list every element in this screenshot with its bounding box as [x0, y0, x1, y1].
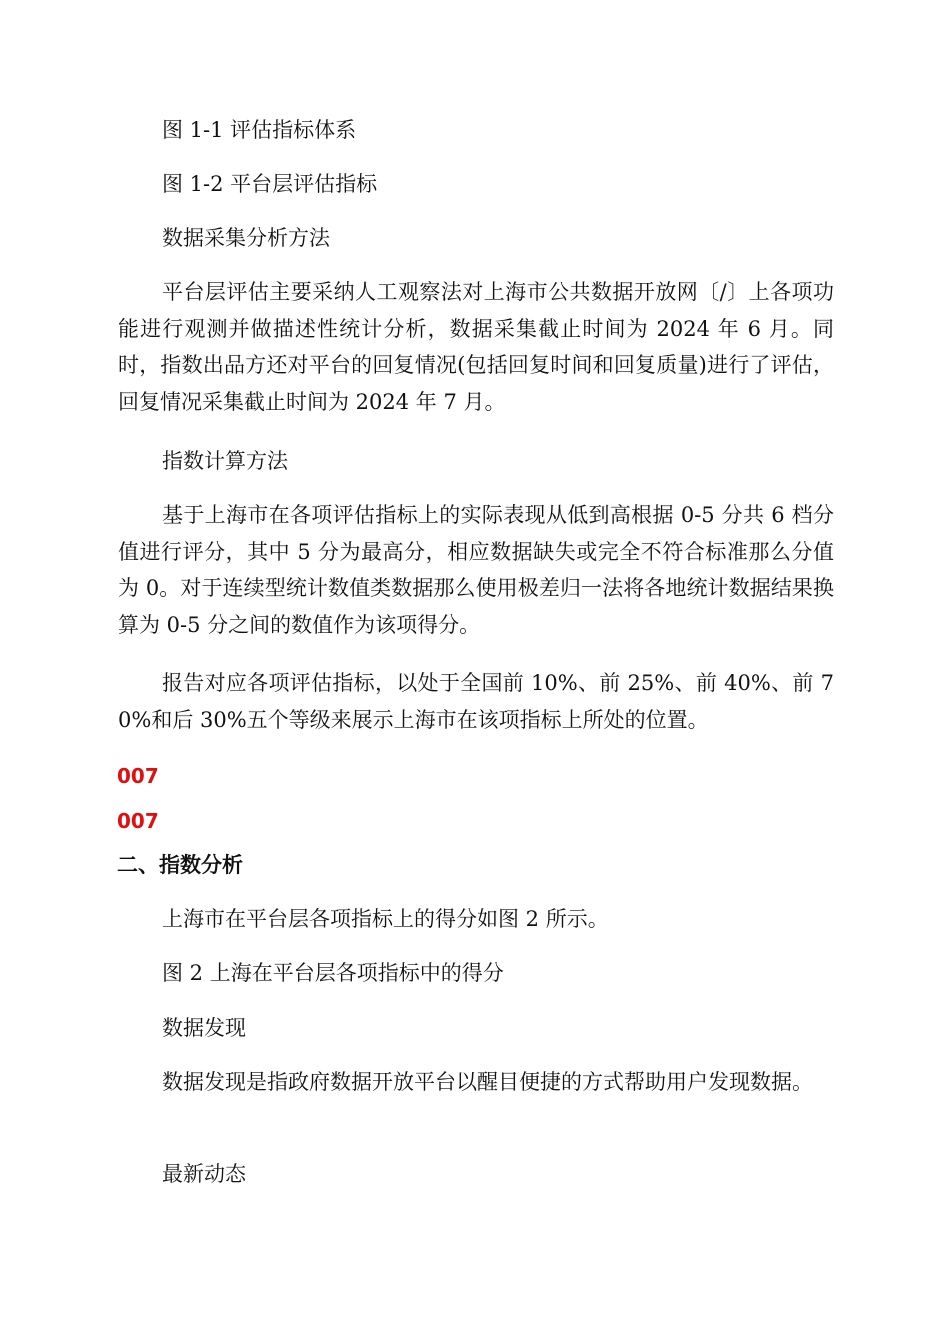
figure-caption-1-2: 图 1-2 平台层评估指标 — [162, 172, 378, 196]
paragraph-section-intro: 上海市在平台层各项指标上的得分如图 2 所示。 — [162, 907, 609, 931]
figure-caption-1-1: 图 1-1 评估指标体系 — [162, 118, 357, 142]
page-number-1: 007 — [117, 764, 159, 788]
figure-caption-2: 图 2 上海在平台层各项指标中的得分 — [162, 961, 504, 985]
paragraph-report-levels: 报告对应各项评估指标，以处于全国前 10%、前 25%、前 40%、前 70%和后 30%五个等级来展示上海市在该项指标上所处的位置。 — [118, 671, 834, 732]
paragraph-data-discovery: 数据发现是指政府数据开放平台以醒目便捷的方式帮助用户发现数据。 — [162, 1070, 813, 1094]
subheading-latest-news: 最新动态 — [162, 1162, 246, 1186]
section-heading-index-analysis: 二、指数分析 — [117, 853, 243, 877]
subheading-data-discovery: 数据发现 — [162, 1016, 246, 1040]
page-number-2: 007 — [117, 809, 159, 833]
subheading-index-calculation: 指数计算方法 — [162, 449, 288, 473]
paragraph-data-collection: 平台层评估主要采纳人工观察法对上海市公共数据开放网〔/〕上各项功能进行观测并做描述性统计分析，数据采集截止时间为 2024 年 6 月。同时，指数出品方还对平台的回复情况(包括回复时间和回复质量)进行了评估，回复情况采集截止时间为 2024 年 7 月。 — [118, 280, 834, 414]
subheading-data-collection: 数据采集分析方法 — [162, 226, 330, 250]
paragraph-index-calculation: 基于上海市在各项评估指标上的实际表现从低到高根据 0-5 分共 6 档分值进行评分，其中 5 分为最高分，相应数据缺失或完全不符合标准那么分值为 0。对于连续型统计数值类数据那么使用极差归一法将各地统计数据结果换算为 0-5 分之间的数值作为该项得分。 — [118, 503, 834, 637]
